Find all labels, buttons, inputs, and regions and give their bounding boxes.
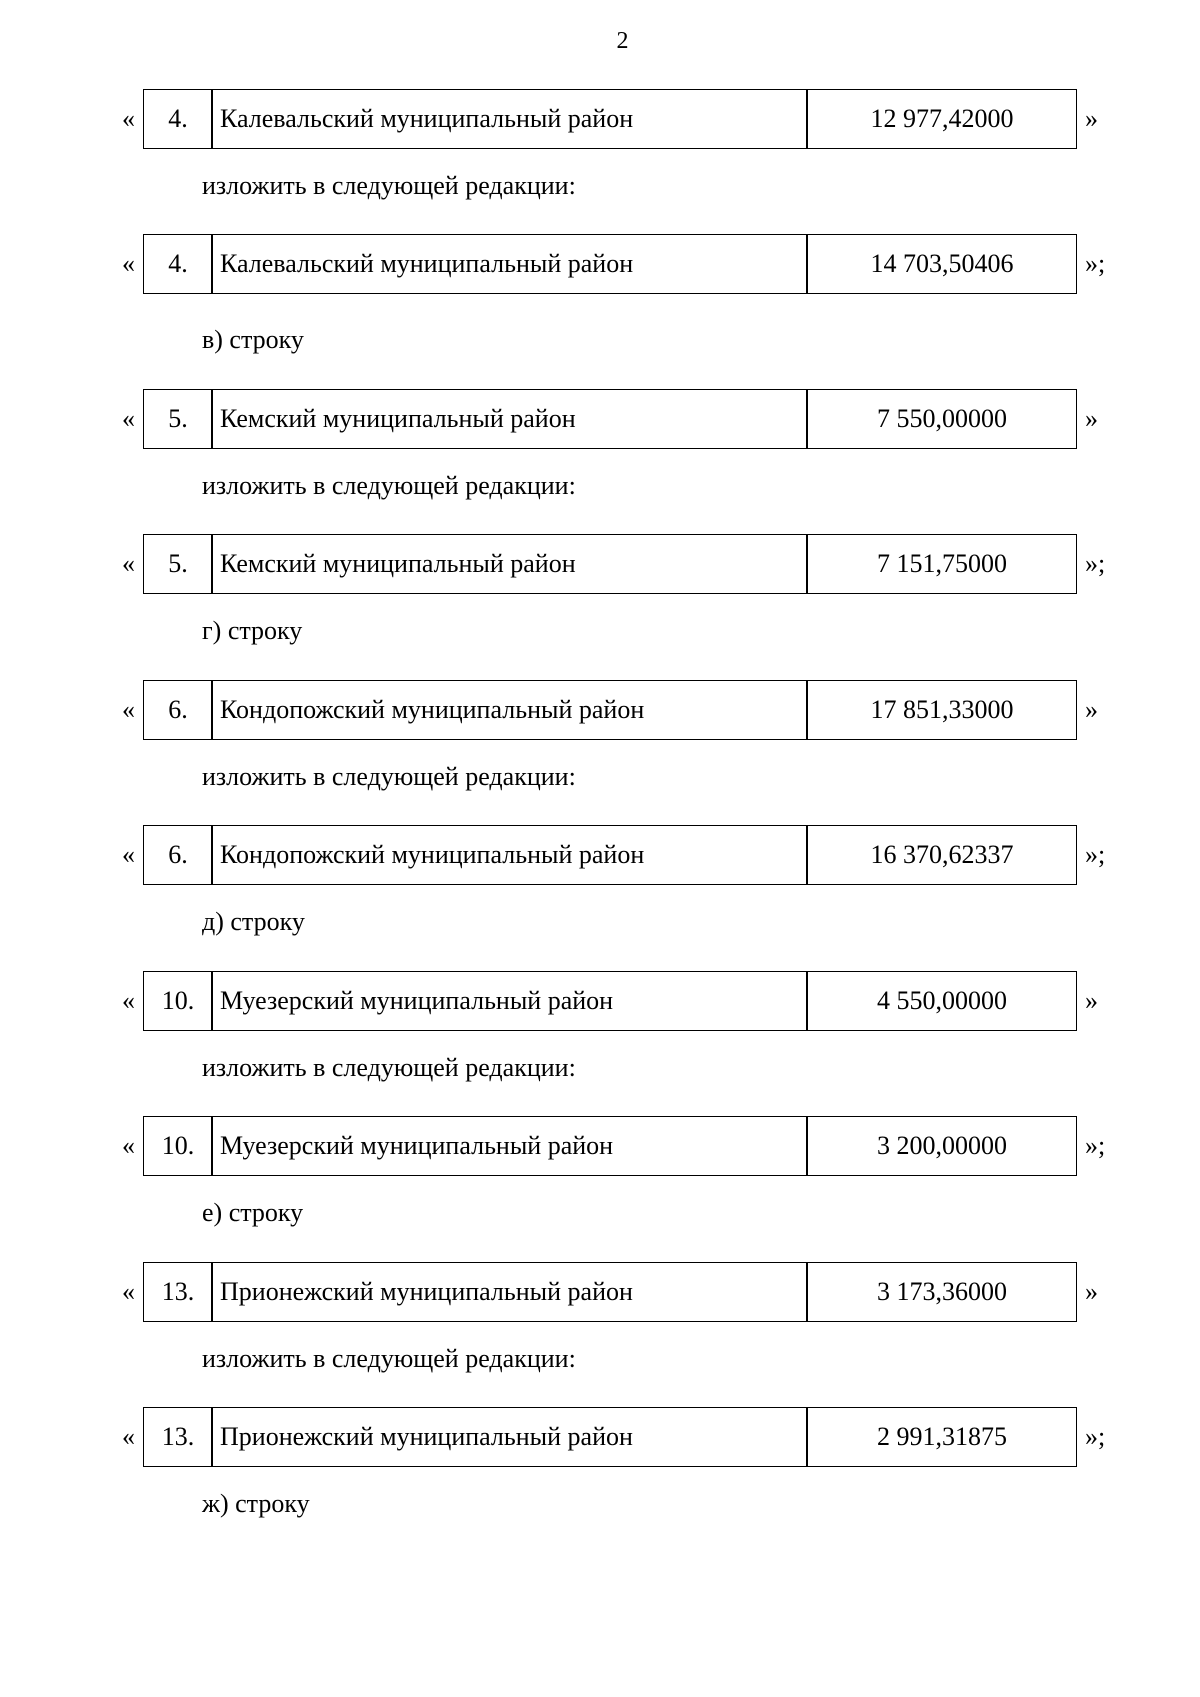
table-row-original — [0, 680, 1200, 740]
table-row-original — [0, 971, 1200, 1031]
table-row-original — [0, 1262, 1200, 1322]
district-name: Калевальский муниципальный район — [211, 234, 807, 294]
table-row-replacement — [0, 534, 1200, 594]
opening-quote: « — [122, 249, 135, 278]
row-number: 4. — [143, 234, 213, 294]
next-item-label: в) строку — [202, 325, 304, 354]
table-row-original — [0, 89, 1200, 149]
district-name: Муезерский муниципальный район — [211, 971, 807, 1031]
amount-value: 17 851,33000 — [807, 680, 1077, 740]
opening-quote: « — [122, 549, 135, 578]
closing-quote: »; — [1085, 1131, 1106, 1160]
amount-value: 3 173,36000 — [807, 1262, 1077, 1322]
amount-value: 4 550,00000 — [807, 971, 1077, 1031]
closing-quote: »; — [1085, 840, 1106, 869]
district-name: Кемский муниципальный район — [211, 534, 807, 594]
closing-quote: » — [1085, 404, 1098, 433]
closing-quote: » — [1085, 695, 1098, 724]
next-item-label: г) строку — [202, 616, 303, 645]
amount-value: 16 370,62337 — [807, 825, 1077, 885]
closing-quote: »; — [1085, 249, 1106, 278]
district-name: Муезерский муниципальный район — [211, 1116, 807, 1176]
next-item-label: ж) строку — [202, 1489, 310, 1518]
opening-quote: « — [122, 695, 135, 724]
table-row-replacement — [0, 234, 1200, 294]
amount-value: 14 703,50406 — [807, 234, 1077, 294]
next-item-label: д) строку — [202, 907, 305, 936]
amount-value: 7 550,00000 — [807, 389, 1077, 449]
instruction-text: изложить в следующей редакции: — [202, 471, 576, 500]
instruction-text: изложить в следующей редакции: — [202, 1053, 576, 1082]
row-number: 13. — [143, 1407, 213, 1467]
amount-value: 2 991,31875 — [807, 1407, 1077, 1467]
instruction-text: изложить в следующей редакции: — [202, 1344, 576, 1373]
row-number: 13. — [143, 1262, 213, 1322]
page-number: 2 — [616, 28, 629, 54]
row-number: 10. — [143, 1116, 213, 1176]
opening-quote: « — [122, 840, 135, 869]
row-number: 6. — [143, 825, 213, 885]
district-name: Кондопожский муниципальный район — [211, 680, 807, 740]
district-name: Прионежский муниципальный район — [211, 1262, 807, 1322]
row-number: 4. — [143, 89, 213, 149]
opening-quote: « — [122, 1422, 135, 1451]
opening-quote: « — [122, 1131, 135, 1160]
opening-quote: « — [122, 986, 135, 1015]
table-row-replacement — [0, 1407, 1200, 1467]
closing-quote: » — [1085, 1277, 1098, 1306]
amount-value: 3 200,00000 — [807, 1116, 1077, 1176]
closing-quote: » — [1085, 104, 1098, 133]
amount-value: 7 151,75000 — [807, 534, 1077, 594]
row-number: 5. — [143, 534, 213, 594]
district-name: Калевальский муниципальный район — [211, 89, 807, 149]
row-number: 5. — [143, 389, 213, 449]
row-number: 10. — [143, 971, 213, 1031]
amount-value: 12 977,42000 — [807, 89, 1077, 149]
opening-quote: « — [122, 1277, 135, 1306]
closing-quote: » — [1085, 986, 1098, 1015]
instruction-text: изложить в следующей редакции: — [202, 762, 576, 791]
row-number: 6. — [143, 680, 213, 740]
instruction-text: изложить в следующей редакции: — [202, 171, 576, 200]
table-row-replacement — [0, 825, 1200, 885]
table-row-original — [0, 389, 1200, 449]
closing-quote: »; — [1085, 549, 1106, 578]
opening-quote: « — [122, 104, 135, 133]
closing-quote: »; — [1085, 1422, 1106, 1451]
district-name: Кемский муниципальный район — [211, 389, 807, 449]
table-row-replacement — [0, 1116, 1200, 1176]
district-name: Прионежский муниципальный район — [211, 1407, 807, 1467]
district-name: Кондопожский муниципальный район — [211, 825, 807, 885]
next-item-label: е) строку — [202, 1198, 304, 1227]
opening-quote: « — [122, 404, 135, 433]
